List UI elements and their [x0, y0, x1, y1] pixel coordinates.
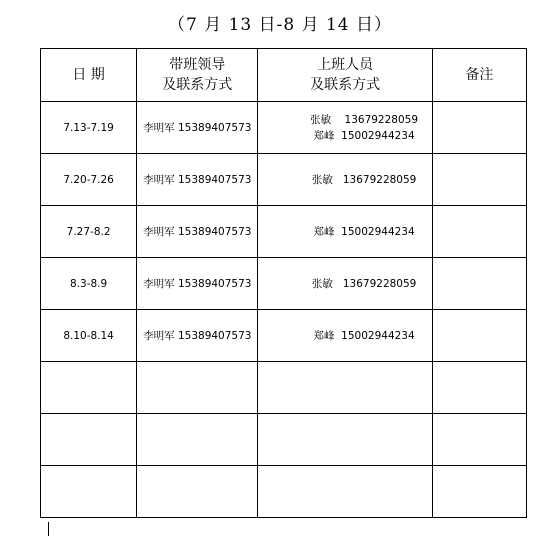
note-cell[interactable] [432, 310, 526, 362]
header-leader-line2: 及联系方式 [162, 77, 233, 93]
note-cell[interactable] [432, 154, 526, 206]
date-cell: 7.27-8.2 [41, 206, 137, 258]
note-cell[interactable] [432, 466, 526, 518]
duty-schedule-table [40, 48, 527, 518]
leader-cell: 李明军 15389407573 [137, 154, 258, 206]
leader-cell: 李明军 15389407573 [137, 258, 258, 310]
table-body [41, 102, 527, 518]
date-cell: 7.13-7.19 [41, 102, 137, 154]
leader-cell: 李明军 15389407573 [137, 310, 258, 362]
header-staff-line2: 及联系方式 [310, 77, 381, 93]
staff-entry: 张敏 13679228059 [311, 277, 417, 290]
note-cell[interactable] [432, 258, 526, 310]
table-row [41, 154, 527, 206]
leader-cell [137, 414, 258, 466]
table-row [41, 362, 527, 414]
leader-cell: 李明军 15389407573 [137, 102, 258, 154]
leader-cell [137, 466, 258, 518]
header-date: 日 期 [41, 49, 137, 102]
staff-cell [258, 206, 432, 258]
note-cell[interactable] [432, 362, 526, 414]
table-row [41, 414, 527, 466]
date-cell: 8.3-8.9 [41, 258, 137, 310]
staff-entry: 张敏 13679228059 [310, 113, 419, 126]
table-row [41, 102, 527, 154]
date-cell [41, 362, 137, 414]
staff-cell [258, 362, 432, 414]
staff-cell [258, 102, 432, 154]
date-cell: 8.10-8.14 [41, 310, 137, 362]
staff-cell [258, 414, 432, 466]
date-cell: 7.20-7.26 [41, 154, 137, 206]
staff-entry: 郑峰 15002944234 [313, 129, 415, 142]
staff-cell [258, 466, 432, 518]
staff-entry: 张敏 13679228059 [311, 173, 417, 186]
schedule-title: （7 月 13 日-8 月 14 日） [167, 15, 393, 35]
staff-entry: 郑峰 15002944234 [313, 225, 415, 238]
staff-cell [258, 154, 432, 206]
header-leader [137, 49, 258, 102]
table-header-row [41, 49, 527, 102]
table-row [41, 258, 527, 310]
table-row [41, 206, 527, 258]
staff-entry: 郑峰 15002944234 [313, 329, 415, 342]
note-cell[interactable] [432, 414, 526, 466]
note-cell[interactable] [432, 206, 526, 258]
leader-cell [137, 362, 258, 414]
table-row [41, 310, 527, 362]
date-cell [41, 414, 137, 466]
note-cell[interactable] [432, 102, 526, 154]
leader-cell: 李明军 15389407573 [137, 206, 258, 258]
date-cell [41, 466, 137, 518]
staff-cell [258, 258, 432, 310]
table-row [41, 466, 527, 518]
header-leader-line1: 带班领导 [169, 57, 226, 73]
staff-cell [258, 310, 432, 362]
text-cursor [48, 522, 49, 536]
header-staff-line1: 上班人员 [317, 57, 374, 73]
header-note: 备注 [432, 49, 526, 102]
header-staff [258, 49, 432, 102]
